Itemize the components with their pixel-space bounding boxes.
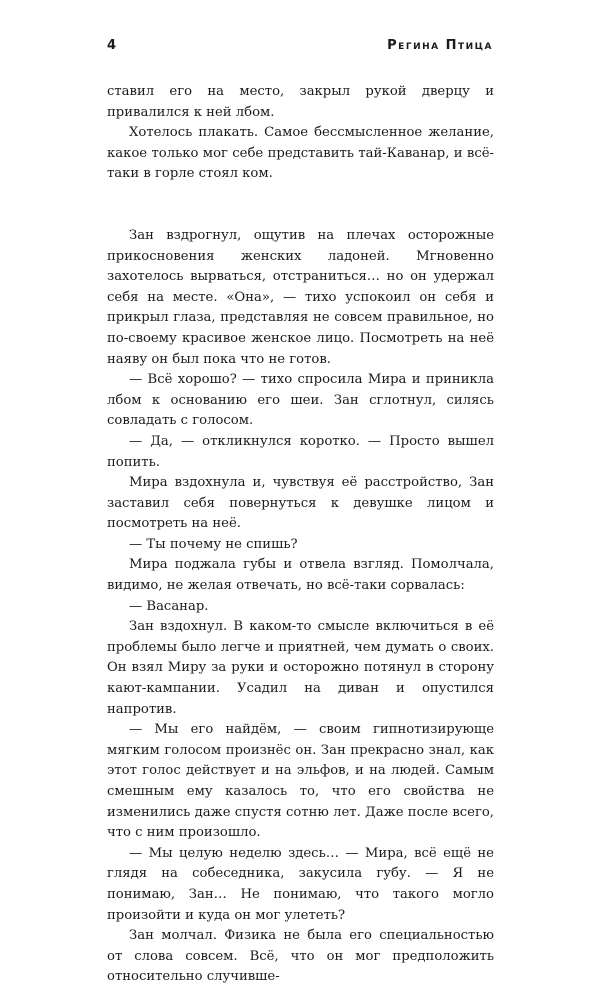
paragraph: Мира поджала губы и отвела взгляд. Помолчала, видимо, не желая отвечать, но всё-таки сорвалась: (107, 557, 494, 594)
paragraph: — Мы его найдём, — своим гипнотизирующе мягким голосом произнёс он. Зан прекрасно знал, как этот голос действует и на эльфов, и на людей. Самым смешным ему казалось то, что его свойства не изменились даже спустя сотню лет. Даже после всего, что с ним произошло. (107, 722, 494, 841)
paragraph: — Васанар. (129, 598, 209, 614)
paragraph: ставил его на место, закрыл рукой дверцу и привалился к ней лбом. (107, 84, 494, 120)
paragraph: Зан вздрогнул, ощутив на плечах осторожные прикосновения женских ладоней. Мгновенно захотелось вырваться, отстраниться… но он удержал себя на месте. «Она», — тихо успокоил он себя и прикрыл глаза, представляя не совсем правильное, но по-своему красивое женское лицо. Посмотреть на неё наяву он был пока что не готов. (107, 227, 494, 367)
page-number: 4 (107, 38, 117, 53)
running-title: Регина Птица (387, 38, 493, 53)
section-break (107, 185, 494, 226)
paragraph: Мира вздохнула и, чувствуя её расстройство, Зан заставил себя повернуться к девушке лицом и посмотреть на неё. (107, 475, 494, 532)
paragraph: — Мы целую неделю здесь… — Мира, всё ещё не глядя на собеседника, закусила губу. — Я не понимаю, Зан… Не понимаю, что такого могло произойти и куда он мог улететь? (107, 845, 494, 923)
paragraph: Зан вздохнул. В каком-то смысле включиться в её проблемы было легче и приятней, чем думать о своих. Он взял Миру за руки и осторожно потянул в сторону кают-кампании. Усадил на диван и опустился напротив. (107, 619, 494, 717)
paragraph: Хотелось плакать. Самое бессмысленное желание, какое только мог себе представить тай-Каванар, и всё-таки в горле стоял ком. (107, 125, 494, 182)
paragraph: — Ты почему не спишь? (129, 536, 298, 552)
body-text (107, 82, 494, 988)
paragraph: Зан молчал. Физика не была его специальностью от слова совсем. Всё, что он мог предположить относительно случивше- (107, 928, 494, 985)
paragraph: — Всё хорошо? — тихо спросила Мира и приникла лбом к основанию его шеи. Зан сглотнул, силясь совладать с голосом. (107, 372, 494, 429)
page-header (107, 38, 493, 58)
paragraph: — Да, — откликнулся коротко. — Просто вышел попить. (107, 433, 494, 470)
